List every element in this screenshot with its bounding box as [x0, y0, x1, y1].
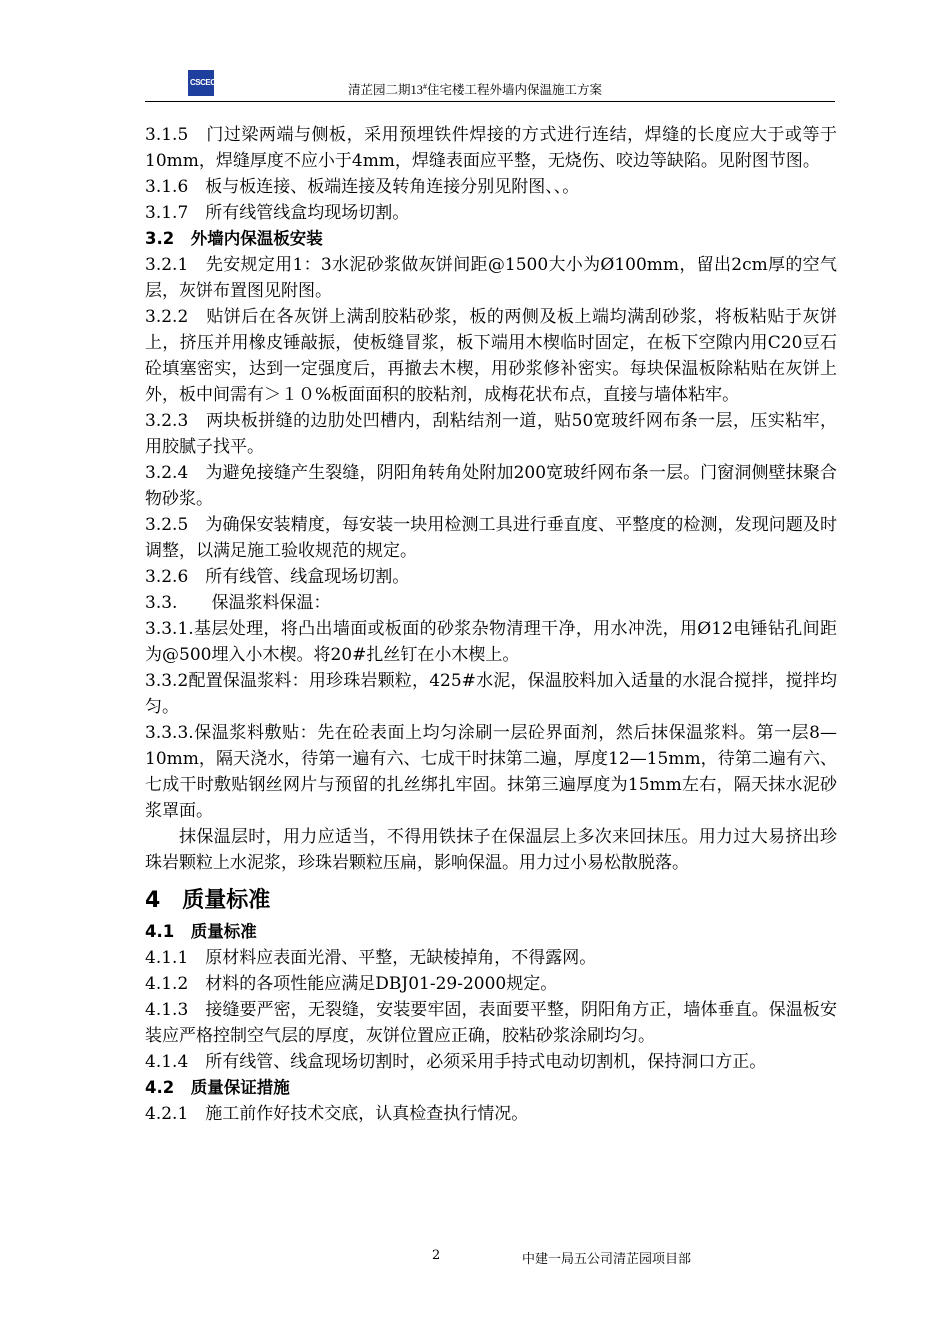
paragraph-3-3-1: 3.3.1.基层处理，将凸出墙面或板面的砂浆杂物清理干净，用水冲洗，用Ø12电锤钻孔间距为@500埋入小木楔。将20#扎丝钉在小木楔上。 [145, 619, 837, 665]
section-heading-3-2: 3.2 外墙内保温板安装 [145, 229, 323, 248]
paragraph-3-2-4: 3.2.4 为避免接缝产生裂缝，阴阳角转角处附加200宽玻纤网布条一层。门窗洞侧壁抹聚合物砂浆。 [145, 463, 837, 509]
paragraph-4-1-2: 4.1.2 材料的各项性能应满足DBJ01-29-2000规定。 [145, 974, 558, 994]
paragraph-3-1-5: 3.1.5 门过梁两端与侧板，采用预埋铁件焊接的方式进行连结，焊缝的长度应大于或等于10mm，焊缝厚度不应小于4mm，焊缝表面应平整，无烧伤、咬边等缺陷。见附图节图。 [145, 125, 837, 171]
paragraph-3-3-3: 3.3.3.保温浆料敷贴：先在砼表面上均匀涂刷一层砼界面剂，然后抹保温浆料。第一层8—10mm，隔天浇水，待第一遍有六、七成干时抹第二遍，厚度12—15mm，待第二遍有六、七成干时敷贴钢丝网片与预留的扎丝绑扎牢固。抹第三遍厚度为15mm左右，隔天抹水泥砂浆罩面。 [145, 723, 837, 821]
paragraph-3-2-3: 3.2.3 两块板拼缝的边肋处凹槽内，刮粘结剂一道，贴50宽玻纤网布条一层，压实粘牢，用胶腻子找平。 [145, 411, 837, 457]
section-heading-4-1: 4.1 质量标准 [145, 922, 257, 941]
paragraph-4-1-3: 4.1.3 接缝要严密，无裂缝，安装要牢固，表面要平整，阴阳角方正，墙体垂直。保温板安装应严格控制空气层的厚度，灰饼位置应正确，胶粘砂浆涂刷均匀。 [145, 1000, 837, 1046]
paragraph-3-2-2: 3.2.2 贴饼后在各灰饼上满刮胶粘砂浆，板的两侧及板上端均满刮砂浆，将板粘贴于灰饼上，挤压并用橡皮锤敲振，使板缝冒浆，板下端用木楔临时固定，在板下空隙内用C20豆石砼填塞密实，达到一定强度后，再撤去木楔，用砂浆修补密实。每块保温板除粘贴在灰饼上外，板中间需有＞１０%板面面积的胶粘剂，成梅花状布点，直接与墙体粘牢。 [145, 307, 837, 405]
paragraph-3-2-6: 3.2.6 所有线管、线盒现场切割。 [145, 567, 410, 587]
paragraph-4-1-1: 4.1.1 原材料应表面光滑、平整，无缺棱掉角，不得露网。 [145, 948, 597, 968]
document-header-title: 清芷园二期13#住宅楼工程外墙内保温施工方案 [347, 81, 603, 97]
header-divider [145, 101, 835, 102]
paragraph-3-2-5: 3.2.5 为确保安装精度，每安装一块用检测工具进行垂直度、平整度的检测，发现问题及时调整，以满足施工验收规范的规定。 [145, 515, 837, 561]
paragraph-3-1-6: 3.1.6 板与板连接、板端连接及转角连接分别见附图、、。 [145, 177, 580, 197]
footer-organization: 中建一局五公司清芷园项目部 [522, 1252, 692, 1267]
section-heading-4-2: 4.2 质量保证措施 [145, 1078, 290, 1097]
paragraph-3-3: 3.3. 保温浆料保温： [145, 593, 331, 613]
paragraph-4-1-4: 4.1.4 所有线管、线盒现场切割时，必须采用手持式电动切割机，保持洞口方正。 [145, 1052, 767, 1072]
paragraph-4-2-1: 4.2.1 施工前作好技术交底，认真检查执行情况。 [145, 1104, 529, 1124]
chapter-heading-4: 4 质量标准 [145, 888, 271, 913]
document-body [145, 122, 837, 1127]
paragraph-3-1-7: 3.1.7 所有线管线盒均现场切割。 [145, 203, 410, 223]
logo-text: CSCEC [190, 78, 216, 87]
paragraph-plaster-note: 抹保温层时，用力应适当，不得用铁抹子在保温层上多次来回抹压。用力过大易挤出珍珠岩颗粒上水泥浆，珍珠岩颗粒压扁，影响保温。用力过小易松散脱落。 [145, 827, 837, 873]
page-number: 2 [432, 1248, 441, 1263]
paragraph-3-3-2: 3.3.2配置保温浆料：用珍珠岩颗粒，425#水泥，保温胶料加入适量的水混合搅拌，搅拌均匀。 [145, 671, 837, 717]
paragraph-3-2-1: 3.2.1 先安规定用1：3水泥砂浆做灰饼间距@1500大小为Ø100mm，留出2cm厚的空气层，灰饼布置图见附图。 [145, 255, 837, 301]
